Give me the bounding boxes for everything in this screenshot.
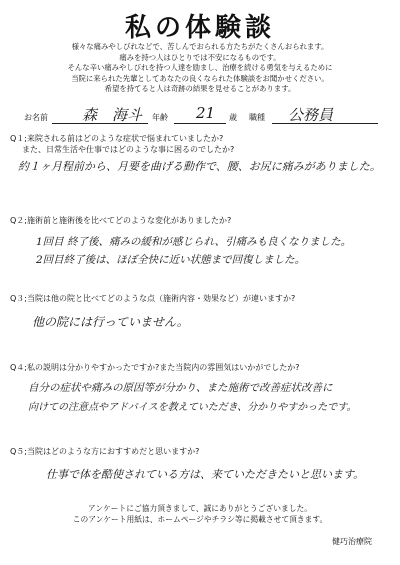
question-3 — [10, 293, 395, 304]
intro-line: 様々な痛みやしびれなどで、苦しんでおられる方たちがたくさんおられます。 — [71, 42, 329, 51]
footer-line: このアンケート用紙は、ホームページやチラシ等に掲載させて頂きます。 — [72, 515, 328, 524]
intro-line: 痛みを持つ人はひとりでは不安になるものです。 — [119, 52, 281, 62]
footer-note — [0, 503, 400, 525]
answer-2-line-2: 2回目終了後は、ほぼ全快に近い状態まで回復しました。 — [36, 254, 306, 266]
job-underline — [272, 123, 378, 124]
job-label: 職種 — [249, 113, 265, 122]
question-4 — [10, 362, 395, 373]
answer-4-line-1: 自分の症状や痛みの原因等が分かり、また施術で改善症状改善に — [28, 382, 333, 394]
answer-5-line-1: 仕事で体を酷使されている方は、来ていただきたいと思います。 — [46, 468, 365, 481]
answer-2-line-1: 1回目 終了後、痛みの緩和が感じられ、引痛みも良くなりました。 — [36, 236, 352, 248]
name-underline — [52, 123, 148, 124]
footer-line: アンケートにご協力頂きまして、誠にありがとうございました。 — [87, 504, 313, 513]
answer-3-line-1: 他の院には行っていません。 — [32, 315, 189, 329]
age-underline — [174, 123, 226, 124]
page-title: 私の体験談 — [124, 13, 275, 43]
intro-line: 当院に来られた先輩としてあなたの良くなられた体験談をお聞かせください。 — [71, 73, 329, 83]
question-text: また、日常生活や仕事ではどのような事に困るのでしたか? — [22, 145, 235, 154]
question-5 — [10, 446, 395, 457]
question-2 — [10, 215, 395, 226]
intro-text — [0, 42, 400, 95]
intro-line: そんな辛い痛みやしびれを持つ人達を励まし、治療を続ける勇気を与えるために — [67, 63, 333, 73]
age-label: 年齢 — [152, 113, 168, 122]
respondent-info — [24, 104, 396, 126]
question-text: Q４;私の説明は分かりやすかったですか?また当院内の雰囲気はいかがでしたか? — [10, 363, 300, 372]
clinic-name: 健巧治療院 — [332, 537, 372, 546]
age-value: 21 — [196, 104, 216, 122]
question-text: Q３;当院は他の院と比べてどのような点（施術内容・効果など）が違いますか? — [10, 294, 296, 303]
question-text: Q２;施術前と施術後を比べてどのような変化がありましたか? — [10, 216, 232, 225]
question-text: Q５;当院はどのような方におすすめだと思いますか? — [10, 447, 200, 456]
name-label: お名前 — [24, 113, 48, 122]
job-value: 公務員 — [288, 106, 334, 124]
intro-line: 希望を持てると人は奇跡の結果を見せることがあります。 — [104, 84, 296, 94]
answer-1-line-1: 約１ヶ月程前から、月要を曲げる動作で、腰、お尻に痛みがありました。 — [18, 160, 381, 173]
question-1 — [10, 133, 395, 155]
answer-4-line-2: 向けての注意点やアドバイスを教えていただき、分かりやすかったです。 — [28, 402, 357, 413]
question-text: Q１;来院される前はどのような症状で悩まれていましたか? — [10, 134, 224, 143]
name-value: 森 海斗 — [82, 106, 143, 124]
age-suffix: 歳 — [229, 113, 237, 122]
